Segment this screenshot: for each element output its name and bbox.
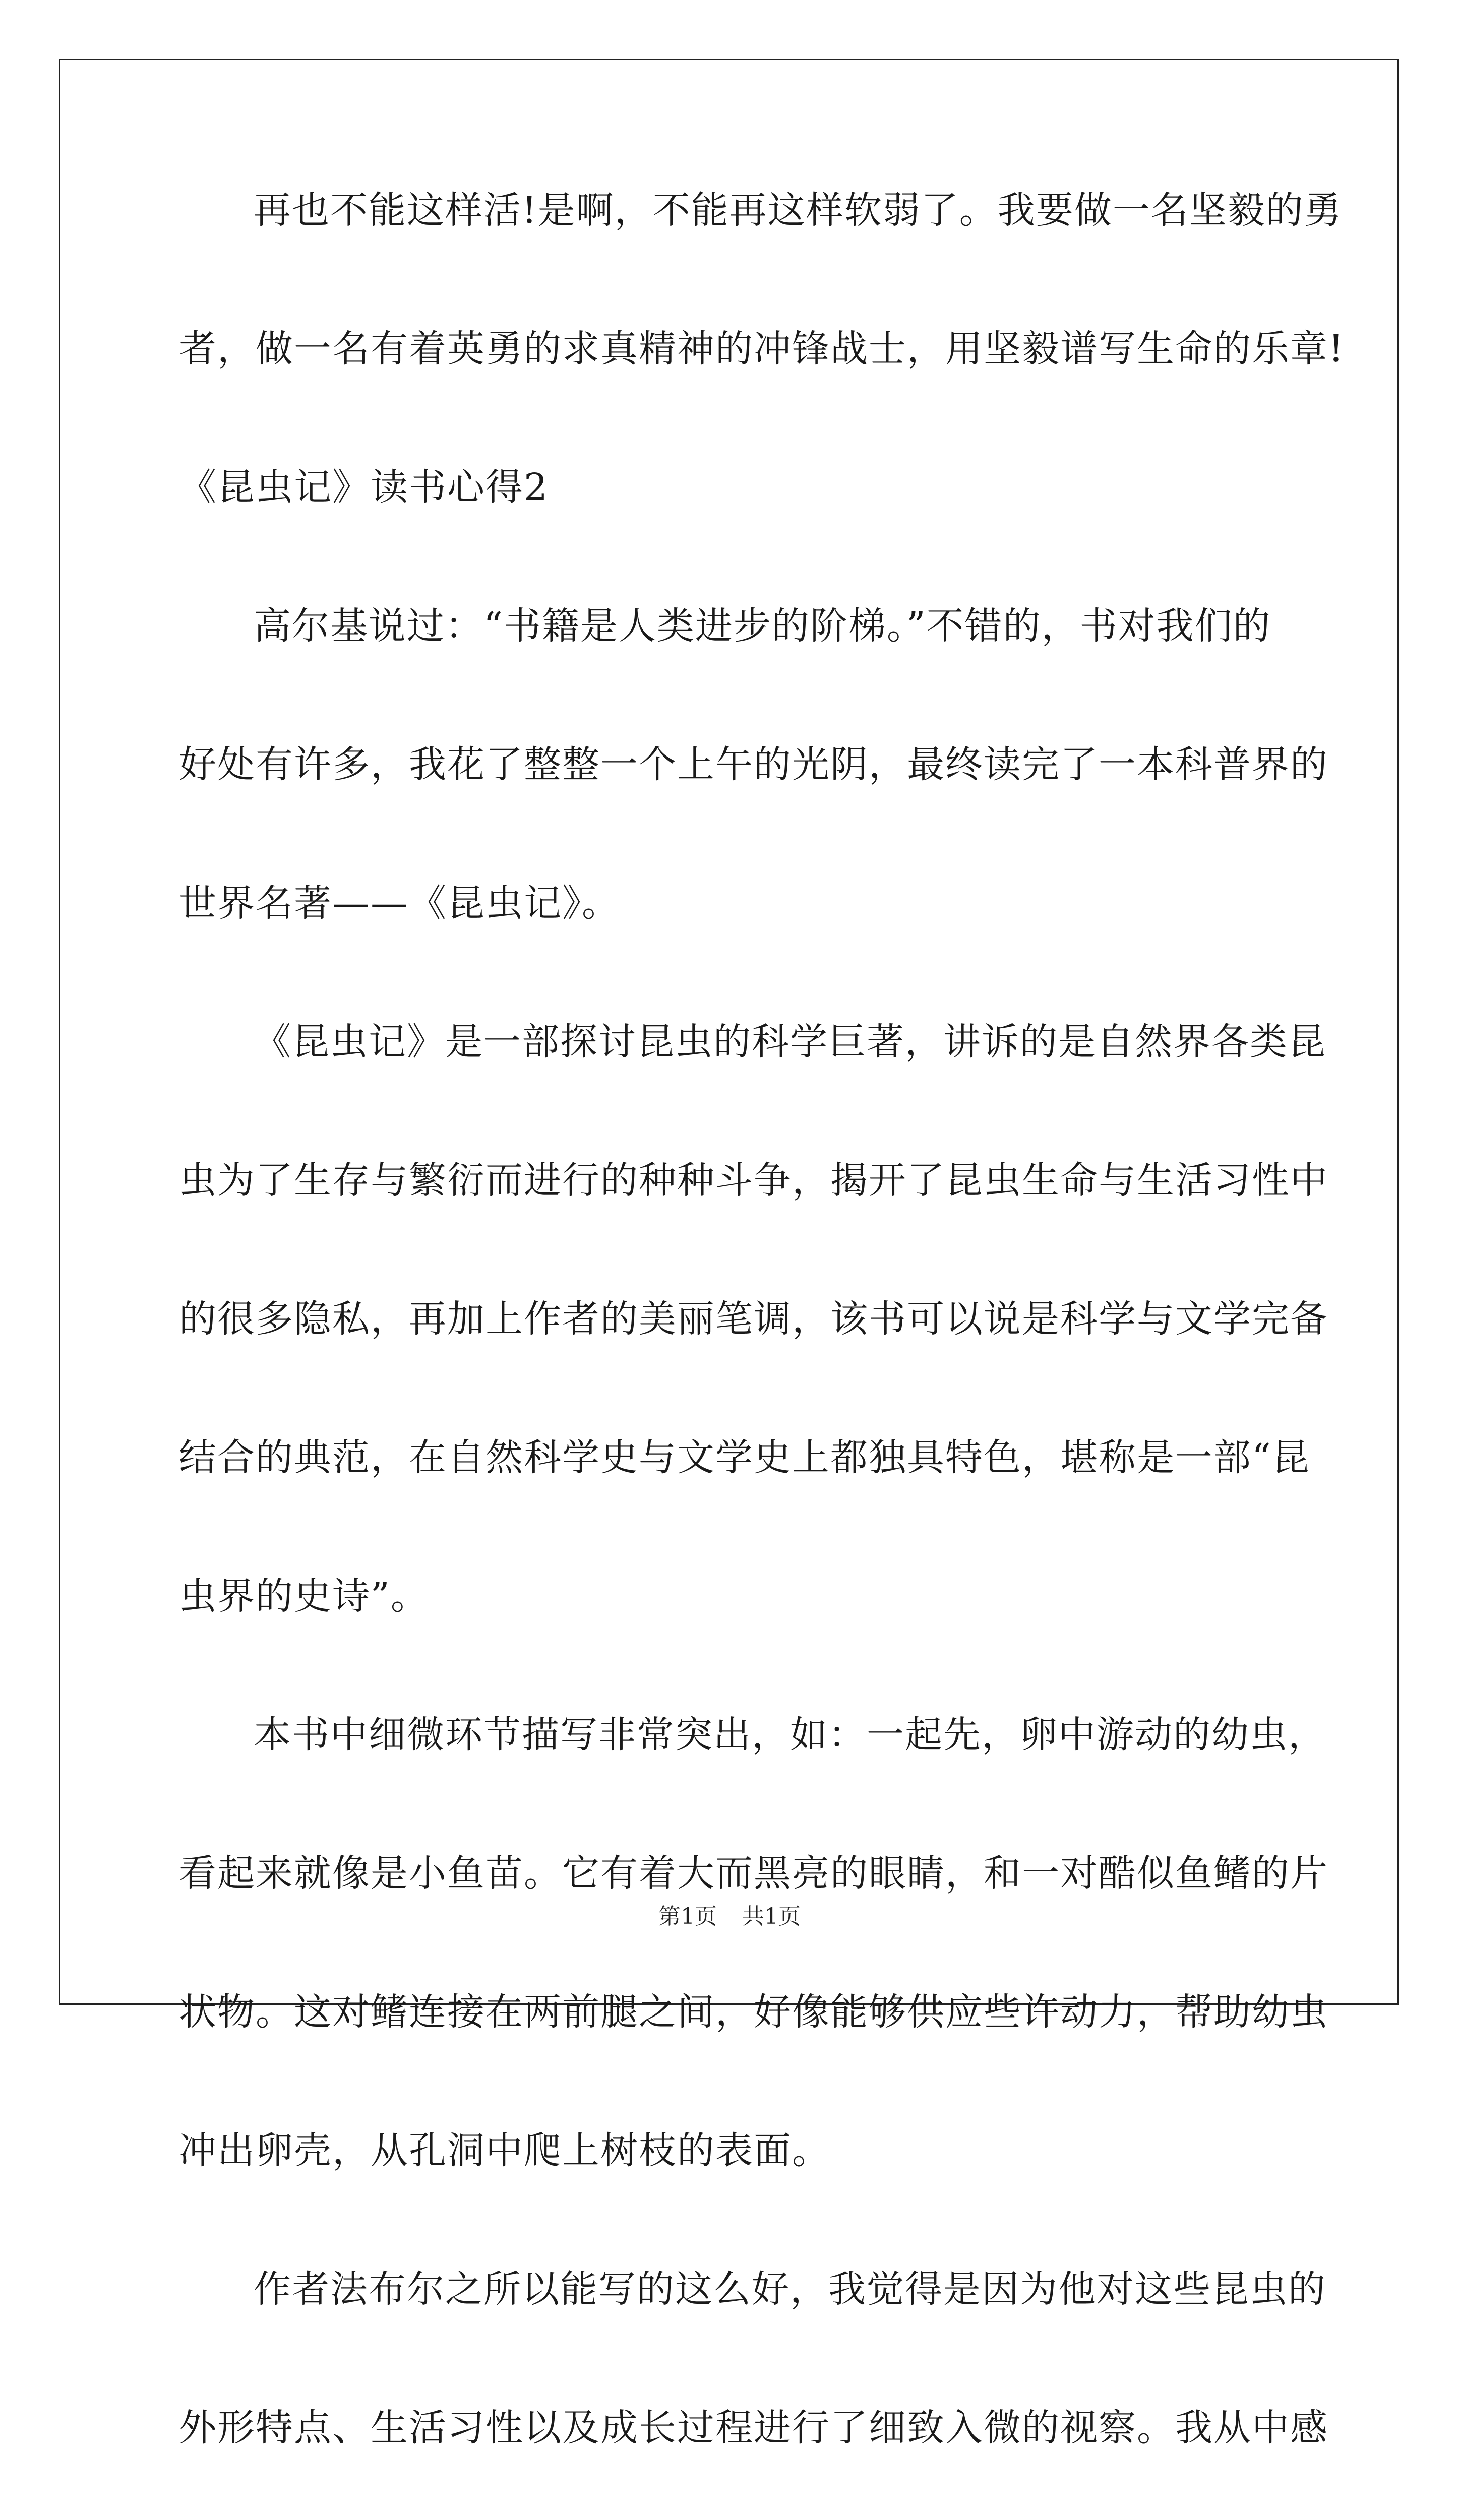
line-2: 者，做一名有着英勇的求真精神的冲锋战士，用坚毅谱写生命的乐章! [179,327,1345,370]
line-14: 状物。这对鳍连接在两前腿之间，好像能够供应些许动力，帮助幼虫 [179,1990,1328,2034]
page-footer [0,1904,1459,1929]
line-12: 本书中细微环节描写非常突出，如：一起先，卵中游动的幼虫， [254,1713,1326,1756]
line-17: 外形特点、生活习性以及成长过程进行了细致入微的视察。我从中感 [179,2406,1328,2449]
line-8: 虫为了生存与繁衍而进行的种种斗争，揭开了昆虫生命与生活习性中 [179,1159,1328,1202]
section-heading: 《昆虫记》读书心得2 [179,466,549,509]
line-16: 作者法布尔之所以能写的这么好，我觉得是因为他对这些昆虫的 [254,2267,1326,2311]
page-number: 第1页 [658,1904,717,1929]
line-1: 再也不能这样活!是啊，不能再这样软弱了。我要做一名坚毅的勇 [254,188,1343,232]
document-body [179,188,1345,2520]
line-7: 《昆虫记》是一部探讨昆虫的科学巨著，讲诉的是自然界各类昆 [254,1020,1326,1063]
line-9: 的很多隐私，再加上作者的美丽笔调，该书可以说是科学与文学完备 [179,1297,1328,1341]
line-15: 冲出卵壳，从孔洞中爬上树枝的表面。 [179,2129,830,2172]
page-total: 共1页 [742,1904,801,1929]
line-4: 高尔基说过：“书籍是人类进步的阶梯。”不错的，书对我们的 [254,604,1271,648]
line-6: 世界名著——《昆虫记》。 [179,881,620,925]
line-11: 虫界的史诗”。 [179,1574,429,1618]
line-13: 看起来就像是小鱼苗。它有着大而黑亮的眼睛，和一对酷似鱼鳍的片 [179,1852,1328,1895]
line-10: 结合的典范，在自然科学史与文学史上都独具特色，堪称是一部“昆 [179,1436,1310,1479]
line-5: 好处有许多，我花了整整一个上午的光阴，最终读完了一本科普界的 [179,743,1328,786]
